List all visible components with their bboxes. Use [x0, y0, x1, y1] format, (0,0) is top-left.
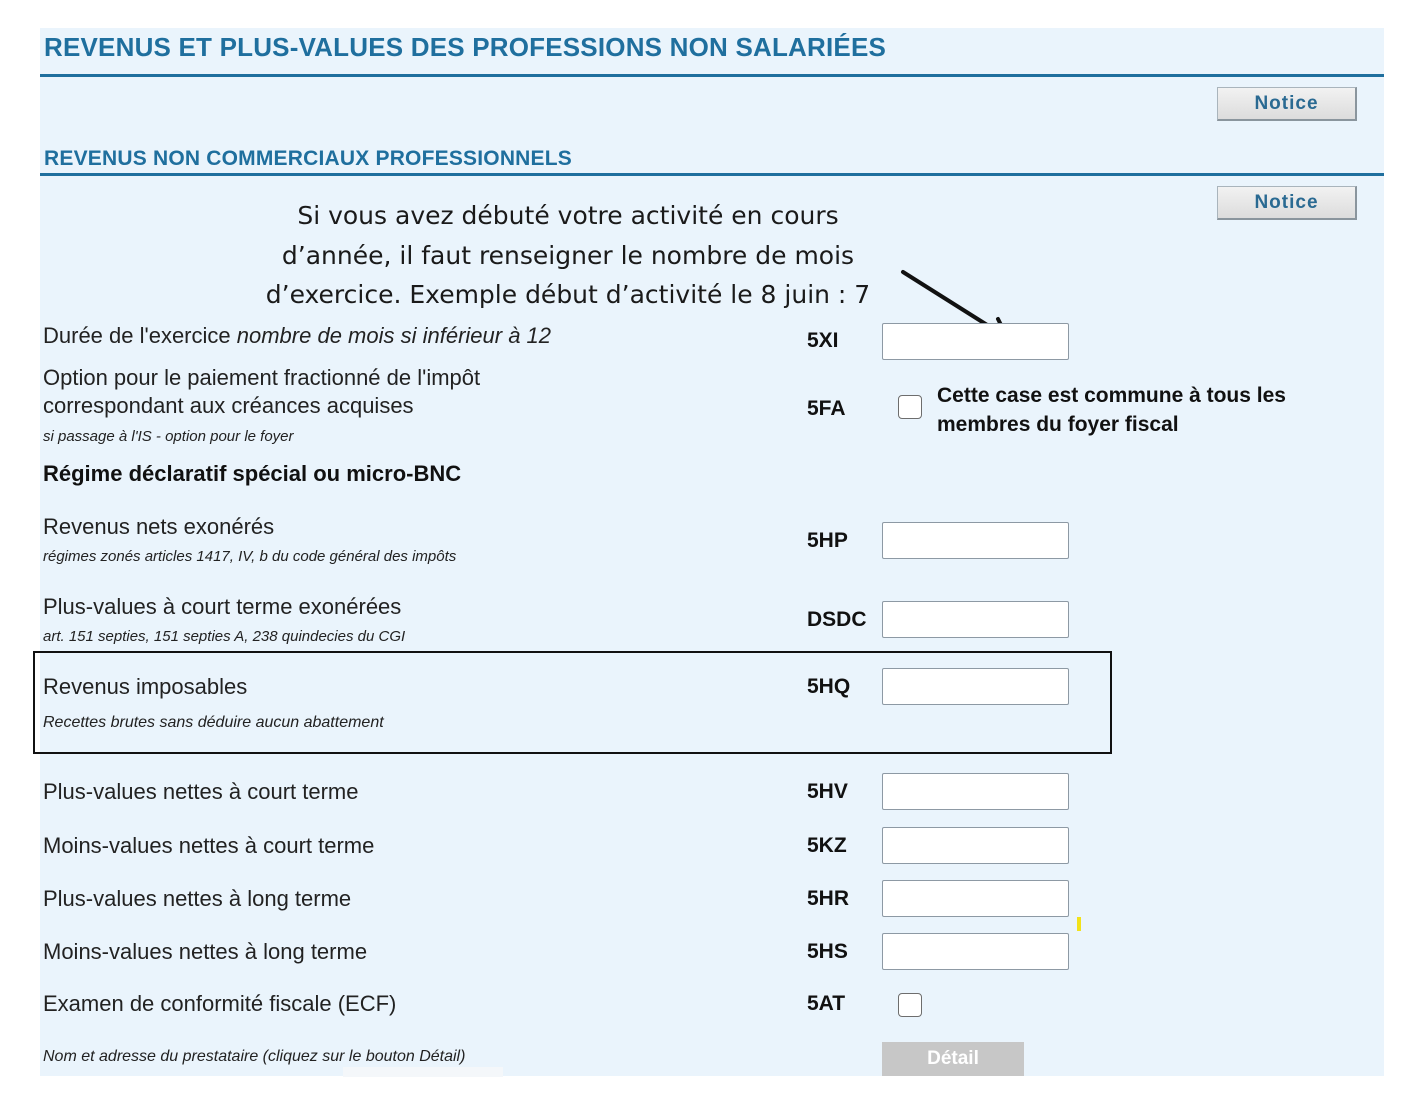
- regime-heading: Régime déclaratif spécial ou micro-BNC: [43, 461, 462, 486]
- section-rule: [40, 173, 1384, 176]
- duree-label: [43, 323, 551, 349]
- prestataire-hint: Nom et adresse du prestataire (cliquez sur le bouton Détail): [43, 1048, 466, 1065]
- duree-input[interactable]: [882, 323, 1069, 360]
- pv-court-exo-label: Plus-values à court terme exonérées: [43, 594, 402, 619]
- pv-long-input[interactable]: [882, 880, 1069, 917]
- duree-code: 5XI: [807, 329, 839, 352]
- pv-long-code: 5HR: [807, 887, 850, 910]
- option-code: 5FA: [807, 397, 846, 420]
- annotation-text: [200, 196, 936, 315]
- notice-button-main[interactable]: Notice: [1217, 87, 1357, 121]
- annotation-line-2: d’année, il faut renseigner le nombre de mois: [281, 240, 855, 270]
- annotation-line-3: d’exercice. Exemple début d’activité le 8 juin : 7: [265, 280, 871, 309]
- detail-button[interactable]: Détail: [882, 1042, 1024, 1076]
- ecf-checkbox[interactable]: [898, 993, 922, 1017]
- ecf-label: Examen de conformité fiscale (ECF): [43, 991, 397, 1016]
- pv-court-code: 5HV: [807, 780, 848, 803]
- option-checkbox[interactable]: [898, 395, 922, 419]
- exoneres-code: 5HP: [807, 529, 848, 552]
- option-label: [43, 364, 480, 420]
- imposables-hint: Recettes brutes sans déduire aucun abattement: [43, 714, 384, 731]
- option-note-line-1: Cette case est commune à tous les: [937, 384, 1286, 407]
- mv-long-label: Moins-values nettes à long terme: [43, 939, 368, 964]
- annotation-line-1: Si vous avez débuté votre activité en cours: [297, 201, 839, 230]
- pv-court-input[interactable]: [882, 773, 1069, 810]
- mv-court-label: Moins-values nettes à court terme: [43, 833, 375, 858]
- option-note-line-2: membres du foyer fiscal: [937, 413, 1179, 436]
- pv-long-label: Plus-values nettes à long terme: [43, 886, 352, 911]
- ecf-code: 5AT: [807, 992, 846, 1015]
- imposables-code: 5HQ: [807, 675, 851, 698]
- option-hint: si passage à l'IS - option pour le foyer: [43, 428, 294, 445]
- option-note: [937, 381, 1286, 439]
- cursor-mark: [1077, 917, 1081, 931]
- option-label-line-1: Option pour le paiement fractionné de l'impôt: [43, 365, 481, 390]
- duree-label-main: Durée de l'exercice: [43, 323, 237, 348]
- exoneres-label: Revenus nets exonérés: [43, 514, 275, 539]
- imposables-input[interactable]: [882, 668, 1069, 705]
- imposables-label: Revenus imposables: [43, 674, 248, 699]
- section-title: REVENUS NON COMMERCIAUX PROFESSIONNELS: [44, 147, 572, 170]
- exoneres-input[interactable]: [882, 522, 1069, 559]
- title-rule: [40, 74, 1384, 77]
- notice-button-section[interactable]: Notice: [1217, 186, 1357, 220]
- pv-court-label: Plus-values nettes à court terme: [43, 779, 359, 804]
- duree-label-italic: nombre de mois si inférieur à 12: [236, 323, 552, 348]
- mv-long-code: 5HS: [807, 940, 848, 963]
- mv-long-input[interactable]: [882, 933, 1069, 970]
- pv-court-exo-hint: art. 151 septies, 151 septies A, 238 quindecies du CGI: [43, 628, 406, 645]
- pv-court-exo-code: DSDC: [807, 608, 867, 631]
- pv-court-exo-input[interactable]: [882, 601, 1069, 638]
- exoneres-hint: régimes zonés articles 1417, IV, b du code général des impôts: [43, 548, 457, 565]
- overlay-patch: [343, 1067, 503, 1077]
- option-label-line-2: correspondant aux créances acquises: [43, 393, 414, 418]
- mv-court-input[interactable]: [882, 827, 1069, 864]
- mv-court-code: 5KZ: [807, 834, 847, 857]
- page-title: REVENUS ET PLUS-VALUES DES PROFESSIONS NON SALARIÉES: [44, 32, 887, 62]
